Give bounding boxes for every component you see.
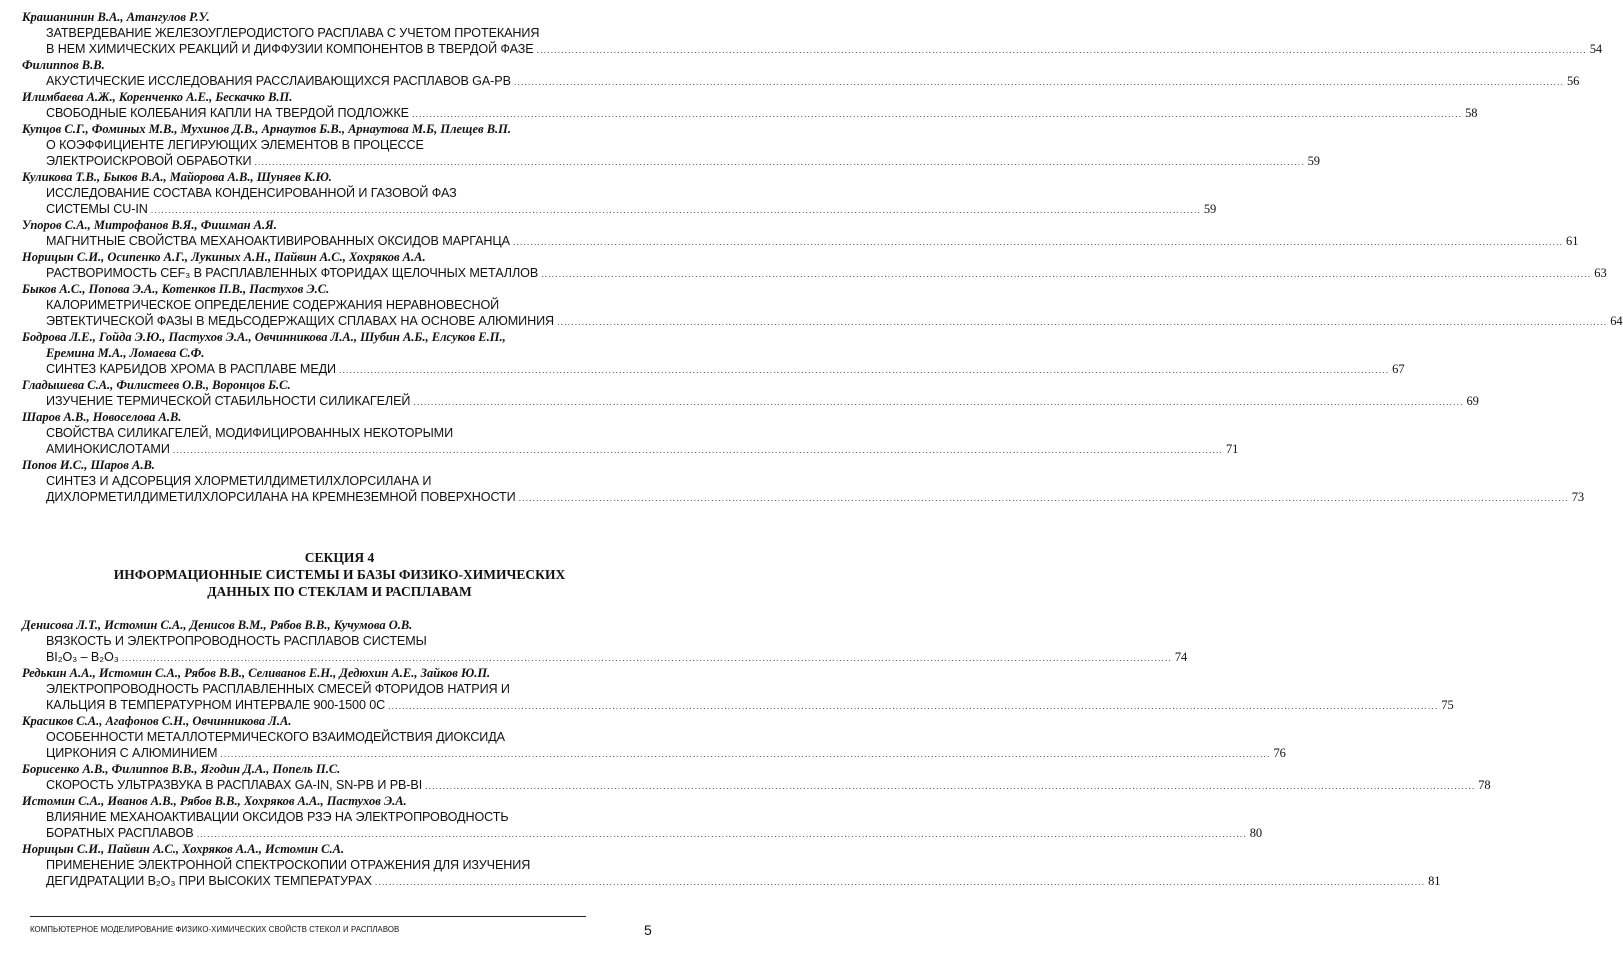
entry-title-line: ПРИМЕНЕНИЕ ЭЛЕКТРОННОЙ СПЕКТРОСКОПИИ ОТРАЖЕНИЯ ДЛЯ ИЗУЧЕНИЯ bbox=[46, 858, 531, 872]
entry-authors: Шаров А.В., Новоселова А.В. bbox=[22, 410, 182, 424]
section-title-line: ДАННЫХ ПО СТЕКЛАМ И РАСПЛАВАМ bbox=[207, 584, 472, 599]
section-heading bbox=[0, 549, 679, 600]
toc-entry bbox=[22, 793, 1263, 841]
leader-dots: ............................................................................................................................................................................................................................................................................................................ bbox=[541, 269, 1592, 279]
entry-title-line: ИЗУЧЕНИЕ ТЕРМИЧЕСКОЙ СТАБИЛЬНОСТИ СИЛИКАГЕЛЕЙ bbox=[46, 394, 411, 408]
entry-authors: Гладышева С.А., Филистеев О.В., Воронцов Б.С. bbox=[22, 378, 291, 392]
entry-title-last-line bbox=[22, 441, 1239, 457]
entry-authors: Денисова Л.Т., Истомин С.А., Денисов В.М., Рябов В.В., Кучумова О.В. bbox=[22, 618, 413, 632]
entry-page-number: 59 bbox=[1203, 202, 1217, 216]
toc-list-part-1 bbox=[22, 9, 1623, 505]
entry-authors: Еремина М.А., Ломаева С.Ф. bbox=[46, 346, 205, 360]
leader-dots: ............................................................................................................................................................................................................................................................................................................ bbox=[196, 829, 1247, 839]
entry-title-last-line bbox=[22, 873, 1441, 889]
footer-divider bbox=[30, 916, 586, 917]
running-title: КОМПЬЮТЕРНОЕ МОДЕЛИРОВАНИЕ ФИЗИКО-ХИМИЧЕСКИХ СВОЙСТВ СТЕКОЛ И РАСПЛАВОВ bbox=[30, 925, 400, 934]
entry-authors: Истомин С.А., Иванов А.В., Рябов В.В., Хохряков А.А., Пастухов Э.А. bbox=[22, 794, 407, 808]
leader-dots: ............................................................................................................................................................................................................................................................................................................ bbox=[254, 157, 1305, 167]
leader-dots: ............................................................................................................................................................................................................................................................................................................ bbox=[150, 205, 1201, 215]
toc-entry bbox=[22, 281, 1623, 329]
entry-title-last-line bbox=[22, 233, 1579, 249]
leader-dots: ............................................................................................................................................................................................................................................................................................................ bbox=[513, 77, 1565, 87]
entry-title-line: СИСТЕМЫ CU-IN bbox=[46, 202, 148, 216]
toc-entry bbox=[22, 377, 1479, 409]
entry-title-last-line bbox=[22, 825, 1263, 841]
entry-title-last-line bbox=[22, 73, 1580, 89]
entry-page-number: 63 bbox=[1594, 266, 1607, 280]
entry-title-line: ЭЛЕКТРОПРОВОДНОСТЬ РАСПЛАВЛЕННЫХ СМЕСЕЙ ФТОРИДОВ НАТРИЯ И bbox=[46, 682, 510, 696]
entry-title-last-line bbox=[22, 393, 1479, 409]
entry-title-line: СВОЙСТВА СИЛИКАГЕЛЕЙ, МОДИФИЦИРОВАННЫХ НЕКОТОРЫМИ bbox=[46, 426, 454, 440]
leader-dots: ............................................................................................................................................................................................................................................................................................................ bbox=[388, 701, 1439, 711]
entry-title-last-line bbox=[22, 105, 1478, 121]
leader-dots: ............................................................................................................................................................................................................................................................................................................ bbox=[557, 317, 1608, 327]
entry-page-number: 80 bbox=[1249, 826, 1263, 840]
entry-page-number: 64 bbox=[1610, 314, 1623, 328]
entry-page-number: 78 bbox=[1478, 778, 1491, 792]
toc-entry bbox=[22, 409, 1239, 457]
entry-title-last-line bbox=[22, 745, 1286, 761]
entry-title-line: СВОБОДНЫЕ КОЛЕБАНИЯ КАПЛИ НА ТВЕРДОЙ ПОДЛОЖКЕ bbox=[46, 106, 409, 120]
entry-authors: Норицын С.И., Пайвин А.С., Хохряков А.А., Истомин С.А. bbox=[22, 842, 345, 856]
entry-authors: Попов И.С., Шаров А.В. bbox=[22, 458, 155, 472]
entry-authors: Крашанинин В.А., Атангулов Р.У. bbox=[22, 10, 210, 24]
entry-page-number: 71 bbox=[1225, 442, 1239, 456]
toc-entry bbox=[22, 89, 1478, 121]
entry-title-line: ДИХЛОРМЕТИЛДИМЕТИЛХЛОРСИЛАНА НА КРЕМНЕЗЕМНОЙ ПОВЕРХНОСТИ bbox=[46, 490, 516, 504]
toc-list-part-2 bbox=[22, 617, 1491, 889]
entry-title-last-line bbox=[22, 153, 1320, 169]
toc-entry bbox=[22, 57, 1580, 89]
toc-entry bbox=[22, 457, 1585, 505]
leader-dots: ............................................................................................................................................................................................................................................................................................................ bbox=[121, 653, 1172, 663]
entry-authors: Борисенко А.В., Филиппов В.В., Ягодин Д.А., Попель П.С. bbox=[22, 762, 341, 776]
toc-entry bbox=[22, 169, 1217, 217]
entry-title-line: СИНТЕЗ И АДСОРБЦИЯ ХЛОРМЕТИЛДИМЕТИЛХЛОРСИЛАНА И bbox=[46, 474, 432, 488]
leader-dots: ............................................................................................................................................................................................................................................................................................................ bbox=[518, 493, 1569, 503]
page-number: 5 bbox=[644, 922, 652, 938]
leader-dots: ............................................................................................................................................................................................................................................................................................................ bbox=[425, 781, 1476, 791]
entry-authors: Красиков С.А., Агафонов С.Н., Овчинникова Л.А. bbox=[22, 714, 292, 728]
entry-title-last-line bbox=[22, 41, 1603, 57]
toc-entry bbox=[22, 713, 1286, 761]
entry-page-number: 59 bbox=[1307, 154, 1320, 168]
entry-title-line: РАСТВОРИМОСТЬ CEF₃ В РАСПЛАВЛЕННЫХ ФТОРИДАХ ЩЕЛОЧНЫХ МЕТАЛЛОВ bbox=[46, 266, 539, 280]
entry-title-last-line bbox=[22, 697, 1454, 713]
toc-entry bbox=[22, 617, 1188, 665]
entry-title-line: КАЛОРИМЕТРИЧЕСКОЕ ОПРЕДЕЛЕНИЕ СОДЕРЖАНИЯ НЕРАВНОВЕСНОЙ bbox=[46, 298, 500, 312]
entry-authors: Илимбаева А.Ж., Коренченко А.Е., Бескачко В.П. bbox=[22, 90, 293, 104]
toc-entry bbox=[22, 217, 1579, 249]
section-title-line: ИНФОРМАЦИОННЫЕ СИСТЕМЫ И БАЗЫ ФИЗИКО-ХИМИЧЕСКИХ bbox=[113, 567, 566, 582]
entry-title-line: СИНТЕЗ КАРБИДОВ ХРОМА В РАСПЛАВЕ МЕДИ bbox=[46, 362, 337, 376]
entry-title-line: BI₂O₃ – B₂O₃ bbox=[46, 650, 119, 664]
toc-entry bbox=[22, 329, 1405, 377]
entry-title-last-line bbox=[22, 201, 1217, 217]
entry-authors: Норицын С.И., Осипенко А.Г., Лукиных А.Н., Пайвин А.С., Хохряков А.А. bbox=[22, 250, 426, 264]
entry-authors: Быков А.С., Попова Э.А., Котенков П.В., Пастухов Э.С. bbox=[22, 282, 330, 296]
entry-page-number: 67 bbox=[1392, 362, 1405, 376]
toc-entry bbox=[22, 9, 1603, 57]
entry-page-number: 69 bbox=[1466, 394, 1479, 408]
toc-entry bbox=[22, 841, 1441, 889]
entry-title-line: ЗАТВЕРДЕВАНИЕ ЖЕЛЕЗОУГЛЕРОДИСТОГО РАСПЛАВА С УЧЕТОМ ПРОТЕКАНИЯ bbox=[46, 26, 540, 40]
entry-title-last-line bbox=[22, 361, 1405, 377]
entry-title-line: ВЯЗКОСТЬ И ЭЛЕКТРОПРОВОДНОСТЬ РАСПЛАВОВ СИСТЕМЫ bbox=[46, 634, 427, 648]
entry-page-number: 76 bbox=[1273, 746, 1286, 760]
entry-title-last-line bbox=[22, 489, 1585, 505]
entry-page-number: 81 bbox=[1428, 874, 1441, 888]
entry-page-number: 58 bbox=[1465, 106, 1478, 120]
entry-title-last-line bbox=[22, 777, 1491, 793]
entry-authors: Купцов С.Г., Фоминых М.В., Мухинов Д.В., Арнаутов Б.В., Арнаутова М.Б, Плещев В.П. bbox=[22, 122, 512, 136]
leader-dots: ............................................................................................................................................................................................................................................................................................................ bbox=[512, 237, 1564, 247]
entry-title-line: ЦИРКОНИЯ С АЛЮМИНИЕМ bbox=[46, 746, 218, 760]
entry-authors: Редькин А.А., Истомин С.А., Рябов В.В., Селиванов Е.Н., Дедюхин А.Е., Зайков Ю.П. bbox=[22, 666, 491, 680]
entry-page-number: 61 bbox=[1566, 234, 1579, 248]
entry-title-last-line bbox=[22, 265, 1607, 281]
section-number: СЕКЦИЯ 4 bbox=[304, 550, 375, 565]
entry-title-line: КАЛЬЦИЯ В ТЕМПЕРАТУРНОМ ИНТЕРВАЛЕ 900-1500 0С bbox=[46, 698, 386, 712]
leader-dots: ............................................................................................................................................................................................................................................................................................................ bbox=[339, 365, 1390, 375]
leader-dots: ............................................................................................................................................................................................................................................................................................................ bbox=[172, 445, 1223, 455]
entry-title-line: О КОЭФФИЦИЕНТЕ ЛЕГИРУЮЩИХ ЭЛЕМЕНТОВ В ПРОЦЕССЕ bbox=[46, 138, 424, 152]
toc-entry bbox=[22, 761, 1491, 793]
entry-title-line: В НЕМ ХИМИЧЕСКИХ РЕАКЦИЙ И ДИФФУЗИИ КОМПОНЕНТОВ В ТВЕРДОЙ ФАЗЕ bbox=[46, 42, 534, 56]
entry-title-line: ИССЛЕДОВАНИЕ СОСТАВА КОНДЕНСИРОВАННОЙ И ГАЗОВОЙ ФАЗ bbox=[46, 186, 457, 200]
entry-authors: Упоров С.А., Митрофанов В.Я., Фишман А.Я. bbox=[22, 218, 277, 232]
entry-title-line: ВЛИЯНИЕ МЕХАНОАКТИВАЦИИ ОКСИДОВ РЗЭ НА ЭЛЕКТРОПРОВОДНОСТЬ bbox=[46, 810, 509, 824]
leader-dots: ............................................................................................................................................................................................................................................................................................................ bbox=[536, 45, 1587, 55]
entry-page-number: 75 bbox=[1441, 698, 1454, 712]
entry-title-line: АМИНОКИСЛОТАМИ bbox=[46, 442, 170, 456]
entry-page-number: 54 bbox=[1589, 42, 1603, 56]
entry-page-number: 56 bbox=[1567, 74, 1580, 88]
entry-title-line: СКОРОСТЬ УЛЬТРАЗВУКА В РАСПЛАВАХ GA-IN, SN-PB И PB-BI bbox=[46, 778, 423, 792]
entry-authors: Филиппов В.В. bbox=[22, 58, 105, 72]
leader-dots: ............................................................................................................................................................................................................................................................................................................ bbox=[411, 109, 1463, 119]
entry-title-line: МАГНИТНЫЕ СВОЙСТВА МЕХАНОАКТИВИРОВАННЫХ ОКСИДОВ МАРГАНЦА bbox=[46, 234, 510, 248]
entry-title-last-line bbox=[22, 313, 1623, 329]
toc-entry bbox=[22, 665, 1454, 713]
leader-dots: ............................................................................................................................................................................................................................................................................................................ bbox=[413, 397, 1464, 407]
leader-dots: ............................................................................................................................................................................................................................................................................................................ bbox=[220, 749, 1271, 759]
entry-title-last-line bbox=[22, 649, 1188, 665]
entry-page-number: 73 bbox=[1571, 490, 1585, 504]
entry-title-line: ЭЛЕКТРОИСКРОВОЙ ОБРАБОТКИ bbox=[46, 154, 252, 168]
leader-dots: ............................................................................................................................................................................................................................................................................................................ bbox=[374, 877, 1426, 887]
entry-title-line: БОРАТНЫХ РАСПЛАВОВ bbox=[46, 826, 194, 840]
toc-entry bbox=[22, 249, 1607, 281]
entry-authors: Куликова Т.В., Быков В.А., Майорова А.В., Шуняев К.Ю. bbox=[22, 170, 332, 184]
entry-title-line: АКУСТИЧЕСКИЕ ИССЛЕДОВАНИЯ РАССЛАИВАЮЩИХСЯ РАСПЛАВОВ GA-PB bbox=[46, 74, 511, 88]
entry-page-number: 74 bbox=[1174, 650, 1188, 664]
toc-entry bbox=[22, 121, 1320, 169]
entry-title-line: ДЕГИДРАТАЦИИ B₂O₃ ПРИ ВЫСОКИХ ТЕМПЕРАТУРАХ bbox=[46, 874, 372, 888]
entry-authors: Бодрова Л.Е., Гойда Э.Ю., Пастухов Э.А., Овчинникова Л.А., Шубин А.Б., Елсуков Е.П., bbox=[22, 330, 506, 344]
entry-title-line: ЭВТЕКТИЧЕСКОЙ ФАЗЫ В МЕДЬСОДЕРЖАЩИХ СПЛАВАХ НА ОСНОВЕ АЛЮМИНИЯ bbox=[46, 314, 555, 328]
entry-title-line: ОСОБЕННОСТИ МЕТАЛЛОТЕРМИЧЕСКОГО ВЗАИМОДЕЙСТВИЯ ДИОКСИДА bbox=[46, 730, 505, 744]
